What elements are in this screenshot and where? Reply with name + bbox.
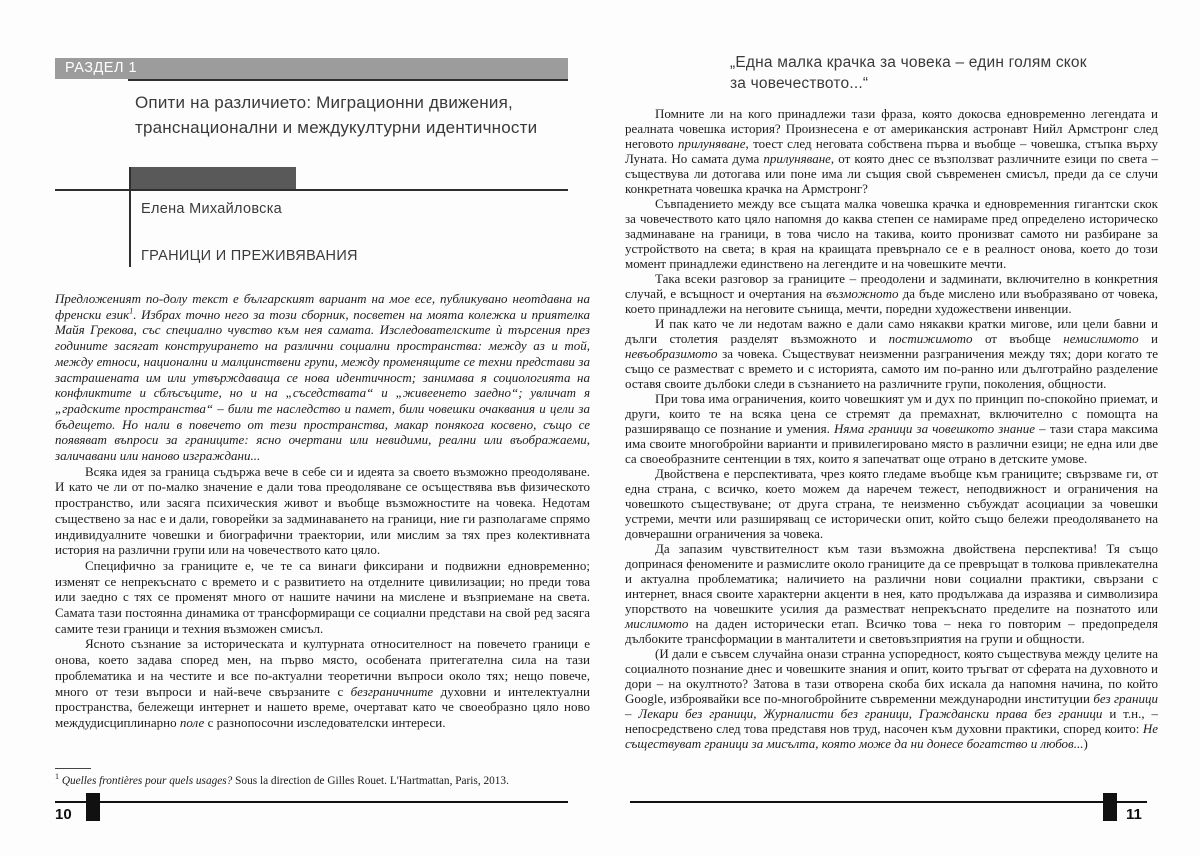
paragraph xyxy=(625,271,1158,316)
essay-title: ГРАНИЦИ И ПРЕЖИВЯВАНИЯ xyxy=(141,248,358,264)
italic-text: безграничните xyxy=(350,683,434,699)
paragraph xyxy=(625,196,1158,271)
text-segment: и т.н., – непосредствено след това представя нов труд, насочен към духовни практики, според които: xyxy=(625,706,1158,736)
text-segment: Съвпадението между все същата малка човешка крачка и едновременния гигантски скок за човечеството като цяло напомня до каква степен се намираме пред определено историческо задминаване на граници, в това число на такива, които пронизват самото ни разбиране за устройството на света; в края на краищата превърнало се е в реалност онова, което до този момент принадлежи единствено на легендите и на човешките мечти. xyxy=(625,196,1158,271)
right-paragraphs xyxy=(625,106,1158,751)
text-segment: духовни и интелектуални пространства, бележещи интернет и нашето време, очертават като че своеобразно цяло ново междудисциплинарно xyxy=(55,683,590,730)
text-segment: Помните ли на кого принадлежи тази фраза, която докосва едновременно легендата и реалната човешка история? Произнесена е от американския астронавт Нийл Армстронг след неговото xyxy=(625,106,1158,151)
text-segment: , от която днес се възползват различните езици по света – съществува ли дотогава или поне има ли същия свой съвременен смисъл, преди да се случи конкретната човешка крачка на Армстронг? xyxy=(625,151,1158,196)
text-segment: Така всеки разговор за границите – преодолени и задминати, включително в конкретния случай, е всъщност и очертания на xyxy=(625,271,1158,301)
author-horizontal-rule xyxy=(55,189,568,191)
section-label: РАЗДЕЛ 1 xyxy=(65,60,138,76)
quote-title xyxy=(730,52,1150,94)
left-page-body xyxy=(55,291,590,731)
text-segment: на даден исторически етап. Всичко това – нека го повторим – предопределя дълбоките трансформации в манталитети и световъзприятия на групи и общности. xyxy=(625,616,1158,646)
paragraph xyxy=(625,466,1158,541)
italic-text: без граници – Лекари без граници, Журналисти без граници, Граждански права без граници xyxy=(625,691,1159,721)
italic-text: постижимото xyxy=(888,331,973,346)
text-segment: (И дали е съвсем случайна онази странна успоредност, която съществува между целите на социалното познание днес и човешките знания и опит, които тръгват от сферата на духовното и дори – на окултното? Затова в тази отворена скоба бих искала да напомня начина, по който Google, изброявайки все по-многобройните съвременни международни институции xyxy=(625,646,1158,706)
left-page-number: 10 xyxy=(55,806,72,823)
text-segment: – тази стара максима има своите многобройни варианти и привилегировано място в различни езици; не една или две са своеобразните сентенции в тях, които я запечатват още отрано в детските умове. xyxy=(625,421,1159,466)
left-footer-rule xyxy=(55,801,568,803)
author-decor-block xyxy=(129,167,296,189)
italic-text: прилуняване xyxy=(677,136,746,151)
paragraph xyxy=(625,316,1158,391)
italic-text: възможното xyxy=(826,286,899,301)
italic-text: прилуняване xyxy=(763,151,831,166)
paragraph xyxy=(55,464,590,558)
right-footer-marker xyxy=(1103,793,1117,821)
text-segment: от въобще xyxy=(972,331,1064,346)
italic-text: Няма граници за човешкото знание xyxy=(833,421,1036,436)
superscript: 1 xyxy=(129,306,134,316)
right-page-number: 11 xyxy=(1126,806,1142,823)
paragraph xyxy=(625,391,1158,466)
text-segment: и xyxy=(1138,331,1158,346)
italic-text: невъобразимото xyxy=(625,346,718,361)
chapter-title xyxy=(135,90,585,140)
italic-text: немислимото xyxy=(1063,331,1139,346)
text-segment: Ясното съзнание за историческата и културната относителност на повечето граници е онова, което задава според мен, на първо място, особената притегателна сила на тази проблематика и на честите и все по-актуални теоретични въпроси около тях; нещо повече, много от тези въпроси и най-вече свързаните с xyxy=(55,636,590,699)
text-segment: Да запазим чувствителност към тази възможна двойствена перспектива! Тя също допринася феномените и размислите около границите да се превръщат в толкова привлекателна и актуална проблематика; наличието на различни нови социални практики, свързани с интернет, внася своите характерни акценти в нея, като продължава да изразява и символизира упорството на човешките усилия да разместват непрекъснато пределите на познатото или xyxy=(625,541,1158,616)
italic-text: поле xyxy=(179,714,205,730)
italic-text: мислимото xyxy=(625,616,689,631)
superscript: 1 xyxy=(55,772,59,782)
text-segment: Специфично за границите е, че те са винаги фиксирани и подвижни едновременно; изменят се непрекъснато с времето и с развитието на отделните цивилизации; но преди това или заедно с тях се променят много от нашите начини на мислене и възприемане на света. Самата тази постоянна динамика от трансформиращи се социални представи на свой ред засяга самите тези граници и техния възможен смисъл. xyxy=(55,557,590,636)
quote-title-line-2: за човечеството...“ xyxy=(730,75,869,92)
italic-text: Не съществуват граници за мисълта, която може да ни донесе богатство и любов... xyxy=(625,721,1158,751)
text-segment: ) xyxy=(1083,736,1088,751)
left-footer-marker xyxy=(86,793,100,821)
text-segment: да бъде мислено или въобразявано от човека, което принадлежи на неговите сънища, мечти, поредни художествени инвенции. xyxy=(625,286,1159,316)
paragraph xyxy=(55,636,590,730)
text-segment: При това има ограничения, които човешкият ум и дух по принцип по-спокойно приемат, и други, които те на всяка цена се стремят да премахнат, включително с помощта на разширяващо се познание и умения. xyxy=(625,391,1158,436)
paragraph xyxy=(625,541,1158,646)
text-segment: Sous la direction de Gilles Rouet. L'Hartmattan, Paris, 2013. xyxy=(232,775,509,787)
text-segment: за човека. Съществуват неизменни разграничения между тях; дори когато те също се разместват с времето и с историята, самото им по-ранно или дълготрайно разделение оставя своите дълбоки следи в съзнанието на различните групи, поколения, общности. xyxy=(625,346,1158,391)
author-name: Елена Михайловска xyxy=(141,201,283,217)
paragraph xyxy=(55,558,590,637)
italic-text: Quelles frontières pour quels usages? xyxy=(61,775,233,787)
left-paragraphs xyxy=(55,464,590,731)
text-segment: . Избрах точно него за този сборник, посветен на моята колежка и приятелка Майя Грекова, със специално чувство към нея самата. Изследователските ѝ търсения през годините засягат конструирането на различни социални пространства: между аз и той, между етноси, национални и малцинствени групи, между променящите се техни представи за застрашената им или утвърждаваща се нова идентичност; занимава я социологията на конфликтите и сблъсъците, но и на „съседствата“ и „живеенето заедно“; увличат я „градските пространства“ – били те наследство и памет, били човешки очаквания и цели за бъдещето. Но нали в повечето от тези пространства, макар понякога косвено, също се появяват въпроси за границите: ясно очертани или невидими, реални или въображаеми, заличавани или наново изграждани... xyxy=(55,306,590,464)
section-bar-underline-rule xyxy=(128,79,568,81)
chapter-title-line-2: транснационални и междукултурни идентичности xyxy=(135,118,538,137)
text-segment: с разнопосочни изследователски интереси. xyxy=(204,714,446,730)
paragraph xyxy=(625,106,1158,196)
text-segment: Всяка идея за граница съдържа вече в себе си и идеята за своето възможно преодоляване. И като че ли от по-малко значение е дали това преодоляване се осъществява във физическото пространство, или засяга психическия живот и въобще възможностите на човека. Недотам съществено за нас е и дали, говорейки за задминаването на граници, ние ги разполагаме спрямо индивидуалните човешки и биографични траектории, или мислим за тях през колективната история на различни групи или на човечеството като цяло. xyxy=(55,463,590,558)
text-segment: Предложеният по-долу текст е българският вариант на мое есе, публикувано неотдавна на френски език xyxy=(55,291,590,322)
footnote-separator-rule xyxy=(55,768,91,769)
text-segment: , тоест след неговата собствена първа и въобще – човешка, стъпка върху Луната. Но самата дума xyxy=(625,136,1158,166)
text-segment: И пак като че ли недотам важно е дали само някакви кратки мигове, или цели бавни и дълги столетия разделят възможното и xyxy=(625,316,1158,346)
author-vertical-rule xyxy=(129,167,131,267)
text-segment: Двойствена е перспективата, чрез която гледаме въобще към границите; свързваме ги, от една страна, с всичко, което можем да наречем тежест, неподвижност и ограничения на човешкото съществуване; от друга страна, те неизменно събуждат асоциации за човешки устреми, мечти или разширяващ се исторически опит, който също бележи преодоляването на довчерашни ограничения за човека. xyxy=(625,466,1158,541)
footnote xyxy=(55,774,590,788)
chapter-title-line-1: Опити на различието: Миграционни движения, xyxy=(135,93,513,112)
paragraph xyxy=(625,646,1158,751)
section-bar xyxy=(55,58,568,79)
right-page-body xyxy=(625,106,1158,751)
right-footer-rule xyxy=(630,801,1147,803)
intro-paragraph xyxy=(55,291,590,464)
quote-title-line-1: „Една малка крачка за човека – един голям скок xyxy=(730,54,1087,71)
